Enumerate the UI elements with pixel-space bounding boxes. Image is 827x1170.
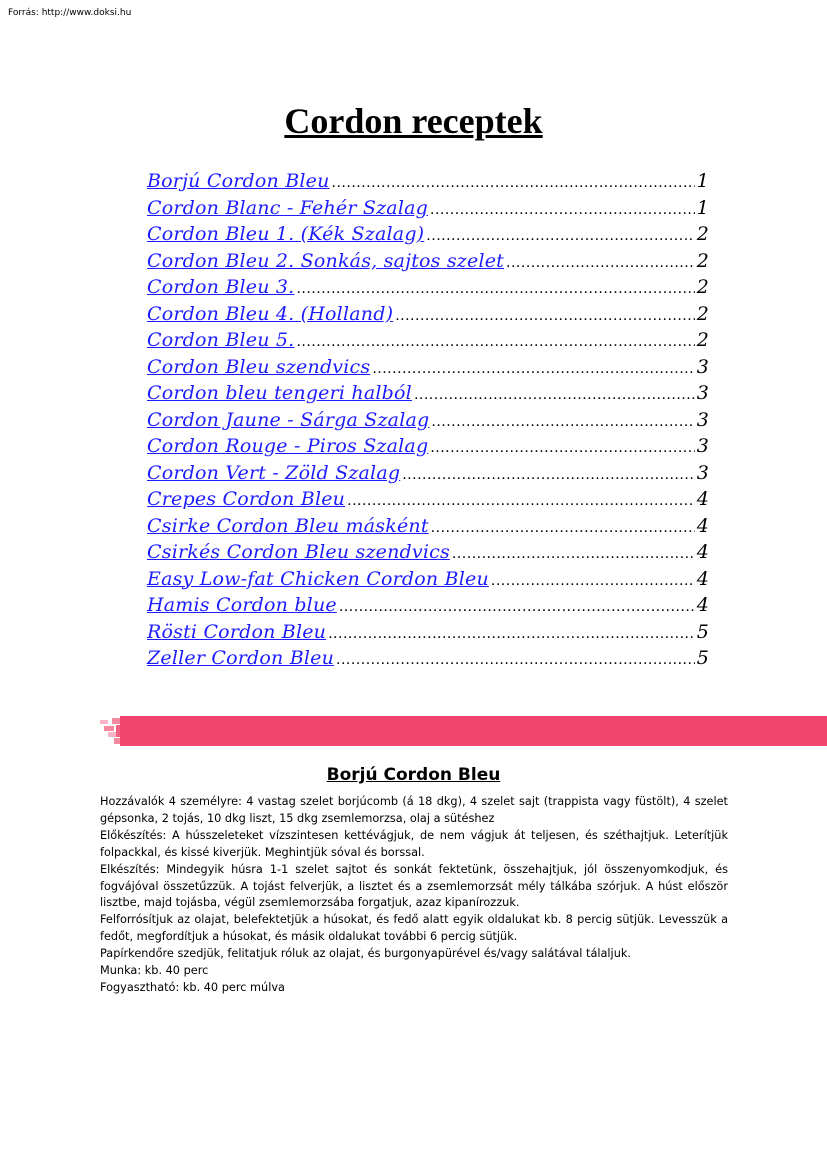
toc-item bbox=[147, 488, 709, 515]
document-title: Cordon receptek bbox=[284, 101, 543, 141]
source-note: Forrás: http://www.doksi.hu bbox=[8, 8, 132, 18]
toc-page-number: 4 bbox=[696, 488, 709, 510]
toc-leader bbox=[506, 255, 695, 271]
toc-page-number: 3 bbox=[696, 461, 709, 484]
toc-item bbox=[147, 647, 709, 674]
toc-link[interactable]: Cordon Bleu 5. bbox=[147, 329, 295, 351]
toc-page-number: 5 bbox=[696, 647, 709, 669]
toc-leader bbox=[328, 626, 695, 642]
toc-leader bbox=[395, 308, 695, 324]
ready-time: Fogyasztható: kb. 40 perc múlva bbox=[100, 980, 285, 994]
toc-page-number: 4 bbox=[696, 541, 709, 563]
toc-item bbox=[147, 276, 709, 303]
toc-link[interactable]: Easy Low-fat Chicken Cordon Bleu bbox=[147, 567, 489, 590]
toc-page-number: 4 bbox=[696, 567, 709, 590]
frying-paragraph: Felforrósítjuk az olajat, belefektetjük a húsokat, és fedő alatt egyik oldalukat kb. 8 percig sütjük. Levesszük a fedőt, megfordítjuk a húsokat, és másik oldalukat további 6 percig sütjük. bbox=[100, 913, 728, 944]
toc-item bbox=[147, 621, 709, 648]
toc-link[interactable]: Cordon Bleu 4. (Holland) bbox=[147, 302, 394, 325]
toc-item bbox=[147, 462, 709, 489]
toc-item bbox=[147, 435, 709, 462]
ingredients-paragraph: Hozzávalók 4 személyre: 4 vastag szelet borjúcomb (á 18 dkg), 4 szelet sajt (trappista vagy füstölt), 4 szelet gépsonka, 2 tojás, 10 dkg liszt, 15 dkg zsemlemorzsa, olaj a sütéshez bbox=[100, 795, 728, 825]
toc-leader bbox=[336, 652, 695, 668]
recipe-body bbox=[100, 794, 728, 997]
toc-page-number: 2 bbox=[696, 223, 709, 245]
toc-item bbox=[147, 515, 709, 542]
toc-leader bbox=[347, 493, 695, 509]
toc-link[interactable]: Cordon Rouge - Piros Szalag bbox=[147, 435, 429, 457]
toc-leader bbox=[402, 467, 694, 483]
toc-leader bbox=[296, 334, 694, 350]
decorative-banner bbox=[100, 716, 827, 746]
toc-leader bbox=[452, 546, 695, 562]
toc-link[interactable]: Csirke Cordon Bleu másként bbox=[147, 514, 429, 537]
toc-page-number: 3 bbox=[696, 355, 709, 378]
toc-page-number: 2 bbox=[696, 276, 709, 298]
toc-link[interactable]: Cordon Bleu 1. (Kék Szalag) bbox=[147, 223, 425, 245]
toc-item bbox=[147, 250, 709, 277]
toc-link[interactable]: Cordon Bleu 2. Sonkás, sajtos szelet bbox=[147, 249, 505, 272]
work-time: Munka: kb. 40 perc bbox=[100, 964, 209, 978]
toc-item bbox=[147, 594, 709, 621]
toc-item bbox=[147, 223, 709, 250]
toc-leader bbox=[332, 175, 695, 191]
toc-link[interactable]: Cordon Vert - Zöld Szalag bbox=[147, 461, 401, 484]
toc-item bbox=[147, 329, 709, 356]
toc-page-number: 2 bbox=[696, 249, 709, 272]
toc-page-number: 3 bbox=[696, 435, 709, 457]
toc-item bbox=[147, 568, 709, 595]
banner-fade bbox=[104, 726, 114, 731]
banner-bar bbox=[124, 716, 827, 746]
toc-leader bbox=[430, 202, 695, 218]
toc-link[interactable]: Zeller Cordon Bleu bbox=[147, 647, 335, 669]
toc-link[interactable]: Rösti Cordon Bleu bbox=[147, 620, 327, 643]
toc-page-number: 3 bbox=[696, 408, 709, 431]
toc-page-number: 5 bbox=[696, 620, 709, 643]
table-of-contents bbox=[147, 170, 709, 674]
toc-item bbox=[147, 382, 709, 409]
toc-item bbox=[147, 409, 709, 436]
toc-page-number: 3 bbox=[696, 382, 709, 404]
banner-fade bbox=[120, 716, 124, 746]
toc-item bbox=[147, 197, 709, 224]
toc-link[interactable]: Csirkés Cordon Bleu szendvics bbox=[147, 541, 450, 563]
toc-leader bbox=[414, 387, 695, 403]
preparation-paragraph: Előkészítés: A hússzeleteket vízszintesen kettévágjuk, de nem vágjuk át teljesen, és széthajtjuk. Leterítjük folpackkal, és kissé kiverjük. Meghintjük sóval és borssal. bbox=[100, 828, 728, 859]
toc-item bbox=[147, 541, 709, 568]
toc-link[interactable]: Borjú Cordon Bleu bbox=[147, 170, 330, 192]
cooking-paragraph: Elkészítés: Mindegyik húsra 1-1 szelet sajtot és sonkát fektetünk, összehajtjuk, jól összenyomkodjuk, és fogvájóval összetűzzük. A tojást felverjük, a lisztet és a zsemlemorzsát mély tálkába szórjuk. A húst először lisztbe, majd tojásba, végül zsemlemorzsába forgatjuk, azaz kipanírozzuk. bbox=[100, 862, 728, 910]
toc-item bbox=[147, 356, 709, 383]
toc-leader bbox=[296, 281, 694, 297]
toc-item bbox=[147, 170, 709, 197]
toc-link[interactable]: Cordon Blanc - Fehér Szalag bbox=[147, 196, 428, 219]
toc-page-number: 2 bbox=[696, 329, 709, 351]
toc-page-number: 1 bbox=[696, 196, 709, 219]
toc-page-number: 1 bbox=[696, 170, 709, 192]
toc-leader bbox=[426, 228, 694, 244]
toc-link[interactable]: Cordon bleu tengeri halból bbox=[147, 382, 412, 404]
toc-page-number: 4 bbox=[696, 514, 709, 537]
toc-link[interactable]: Crepes Cordon Bleu bbox=[147, 488, 346, 510]
toc-leader bbox=[431, 520, 695, 536]
serving-paragraph: Papírkendőre szedjük, felitatjuk róluk az olajat, és burgonyapürével és/vagy salátával tálaljuk. bbox=[100, 947, 631, 961]
recipe-title: Borjú Cordon Bleu bbox=[326, 765, 501, 785]
toc-item bbox=[147, 303, 709, 330]
toc-link[interactable]: Cordon Bleu szendvics bbox=[147, 355, 371, 378]
toc-leader bbox=[339, 599, 695, 615]
toc-leader bbox=[430, 440, 694, 456]
toc-page-number: 4 bbox=[696, 594, 709, 616]
toc-link[interactable]: Cordon Bleu 3. bbox=[147, 276, 295, 298]
toc-leader bbox=[491, 573, 695, 589]
toc-link[interactable]: Cordon Jaune - Sárga Szalag bbox=[147, 408, 430, 431]
toc-leader bbox=[431, 414, 694, 430]
toc-leader bbox=[372, 361, 694, 377]
toc-page-number: 2 bbox=[696, 302, 709, 325]
banner-fade bbox=[100, 720, 108, 724]
toc-link[interactable]: Hamis Cordon blue bbox=[147, 594, 337, 616]
